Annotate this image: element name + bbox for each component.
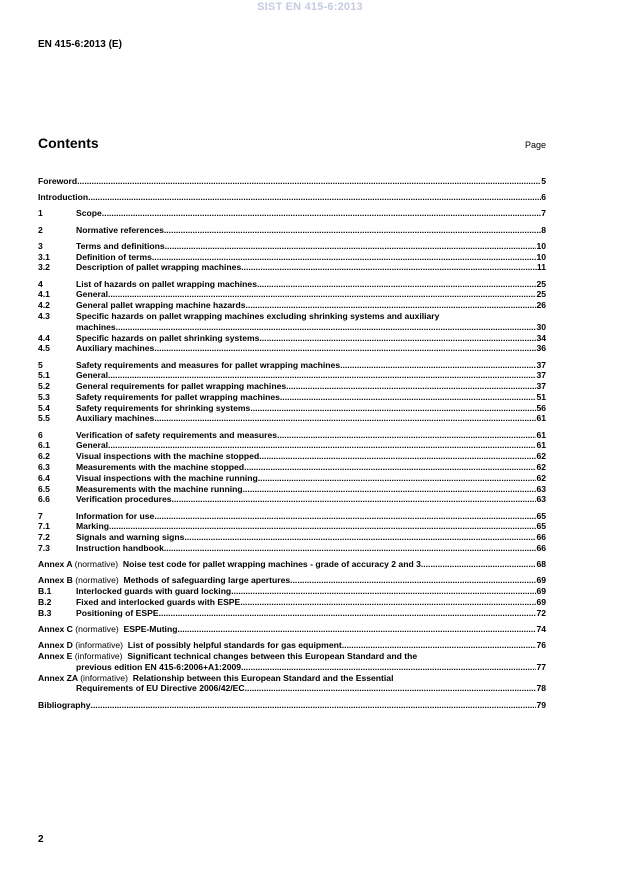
toc-entry-3-2[interactable] [38, 262, 546, 273]
toc-page: 37 [536, 359, 546, 370]
dot-leader [154, 511, 536, 522]
toc-title: Safety requirements and measures for pallet wrapping machines [76, 359, 341, 370]
toc-title: Visual inspections with the machine stopped [76, 451, 260, 462]
toc-page: 66 [536, 543, 546, 554]
dot-leader [340, 360, 536, 371]
table-of-contents [38, 176, 546, 710]
toc-entry-5-4[interactable] [38, 403, 546, 414]
toc-page: 5 [541, 176, 546, 186]
toc-number: 4.5 [38, 343, 50, 354]
toc-entry-5-3[interactable] [38, 392, 546, 403]
toc-title: Instruction handbook [76, 543, 164, 554]
annex-label: Annex ZA [38, 672, 78, 683]
toc-page: 6 [541, 192, 546, 203]
toc-entry-4-3-line2[interactable] [38, 322, 546, 333]
toc-entry-6-6[interactable] [38, 494, 546, 505]
toc-title: Information for use [76, 510, 155, 521]
dot-leader [154, 413, 536, 424]
toc-page: 30 [536, 321, 546, 332]
toc-entry-5-2[interactable] [38, 381, 546, 392]
toc-entry-6-4[interactable] [38, 473, 546, 484]
toc-title [38, 559, 421, 570]
toc-number: 5.4 [38, 402, 50, 413]
toc-entry-bibliography[interactable] [38, 700, 546, 711]
toc-page: 62 [536, 472, 546, 483]
toc-page: 37 [536, 370, 546, 381]
document-id: EN 415-6:2013 (E) [38, 39, 122, 50]
toc-page: 69 [536, 575, 546, 586]
dot-leader [250, 403, 536, 414]
toc-title: General [76, 440, 109, 451]
toc-entry-4-1[interactable] [38, 289, 546, 300]
toc-number: 7 [38, 510, 43, 521]
toc-entry-7[interactable] [38, 511, 546, 522]
toc-number: 5 [38, 359, 43, 370]
page-column-label: Page [524, 140, 546, 150]
toc-number: 6.3 [38, 462, 50, 473]
toc-title: Verification procedures [76, 494, 172, 505]
toc-number: B.3 [38, 607, 52, 618]
annex-tag: (informative) [80, 672, 128, 683]
toc-number: 3 [38, 240, 43, 251]
toc-title: Auxiliary machines [76, 343, 155, 354]
toc-number: 3.1 [38, 251, 50, 262]
dot-leader [290, 575, 536, 586]
toc-title [38, 651, 417, 662]
toc-page: 25 [536, 289, 546, 300]
toc-page: 36 [536, 343, 546, 354]
toc-title: Normative references [76, 224, 164, 235]
annex-label: Annex A [38, 559, 73, 570]
toc-title: Scope [76, 208, 102, 219]
dot-leader [246, 300, 537, 311]
toc-entry-7-2[interactable] [38, 532, 546, 543]
toc-title: List of hazards on pallet wrapping machines [76, 278, 257, 289]
toc-number: 4.3 [38, 310, 50, 321]
toc-title: Verification of safety requirements and measures [76, 429, 278, 440]
dot-leader [91, 700, 537, 711]
dot-leader [109, 521, 536, 532]
dot-leader [177, 624, 536, 635]
dot-leader [184, 532, 536, 543]
dot-leader [280, 392, 537, 403]
dot-leader [259, 333, 536, 344]
toc-page: 68 [536, 559, 546, 570]
dot-leader [243, 484, 537, 495]
toc-number: 5.3 [38, 391, 50, 402]
annex-tag: (normative) [75, 623, 119, 634]
toc-title: Signals and warning signs [76, 532, 185, 543]
toc-page: 56 [536, 402, 546, 413]
toc-title: Visual inspections with the machine running [76, 472, 258, 483]
toc-page: 8 [541, 224, 546, 235]
toc-page: 62 [536, 451, 546, 462]
toc-page: 10 [536, 240, 546, 251]
toc-title: Definition of terms [76, 251, 152, 262]
toc-page: 61 [536, 440, 546, 451]
toc-page: 69 [536, 586, 546, 597]
toc-entry-3[interactable] [38, 241, 546, 252]
toc-entry-annex-e-line1[interactable] [38, 651, 546, 662]
toc-page: 63 [536, 483, 546, 494]
toc-title: Specific hazards on pallet wrapping machines excluding shrinking systems and auxiliary [76, 310, 440, 321]
dot-leader [108, 370, 536, 381]
toc-entry-foreword[interactable] [38, 176, 546, 187]
toc-entry-5[interactable] [38, 360, 546, 371]
toc-title-continued: previous edition EN 415-6:2006+A1:2009 [76, 661, 242, 672]
annex-label: Annex C [38, 623, 73, 634]
annex-tag: (informative) [75, 640, 124, 651]
toc-entry-5-1[interactable] [38, 370, 546, 381]
dot-leader [244, 462, 536, 473]
toc-page: 34 [536, 332, 546, 343]
toc-page: 77 [536, 661, 546, 672]
toc-title-continued: Requirements of EU Directive 2006/42/EC [76, 683, 245, 694]
toc-number: 7.1 [38, 521, 50, 532]
dot-leader [102, 208, 541, 219]
dot-leader [154, 343, 536, 354]
annex-title: Noise test code for pallet wrapping machines - grade of accuracy 2 and 3 [122, 559, 421, 570]
toc-page: 74 [536, 623, 546, 634]
dot-leader [259, 451, 536, 462]
toc-number: 6.4 [38, 472, 50, 483]
annex-title: ESPE-Muting [123, 623, 178, 634]
annex-tag: (informative) [74, 650, 123, 661]
toc-title: Terms and definitions [76, 240, 165, 251]
dot-leader [108, 289, 536, 300]
toc-entry-4-2[interactable] [38, 300, 546, 311]
toc-page: 11 [536, 262, 546, 273]
toc-entry-annex-za-line1[interactable] [38, 673, 546, 684]
toc-entry-b-2[interactable] [38, 597, 546, 608]
toc-number: 6.1 [38, 440, 50, 451]
dot-leader [164, 543, 537, 554]
toc-entry-5-5[interactable] [38, 413, 546, 424]
toc-title: Fixed and interlocked guards with ESPE [76, 597, 241, 607]
toc-number: 6 [38, 429, 43, 440]
toc-number: 2 [38, 224, 43, 235]
toc-number: 6.2 [38, 451, 50, 462]
annex-label: Annex B [38, 575, 73, 586]
toc-number: B.2 [38, 597, 52, 607]
toc-entry-6-2[interactable] [38, 451, 546, 462]
dot-leader [165, 241, 537, 252]
toc-page: 51 [536, 391, 546, 402]
toc-page: 25 [536, 278, 546, 289]
toc-page: 79 [536, 699, 546, 710]
annex-title: Methods of safeguarding large apertures [123, 575, 291, 586]
dot-leader [172, 494, 537, 505]
toc-title: Safety requirements for shrinking systems [76, 402, 251, 413]
toc-title: General [76, 370, 109, 381]
annex-title: Significant technical changes between this European Standard and the [127, 650, 418, 661]
toc-entry-annex-b[interactable] [38, 575, 546, 586]
dot-leader [240, 597, 536, 608]
toc-page: 78 [536, 683, 546, 694]
annex-tag: (normative) [74, 559, 119, 570]
annex-label: Annex E [38, 650, 73, 661]
toc-entry-6-1[interactable] [38, 440, 546, 451]
toc-number: 5.2 [38, 381, 50, 392]
toc-entry-b-1[interactable] [38, 586, 546, 597]
toc-number: 5.1 [38, 370, 50, 381]
toc-number: 6.5 [38, 483, 50, 494]
toc-entry-annex-e-line2[interactable] [38, 662, 546, 673]
toc-entry-2[interactable] [38, 225, 546, 236]
toc-entry-4-3-line1[interactable] [38, 311, 546, 322]
toc-number: 1 [38, 208, 43, 219]
toc-number: 4.2 [38, 300, 50, 311]
contents-title: Contents [38, 135, 99, 151]
dot-leader [108, 440, 536, 451]
dot-leader [342, 640, 537, 651]
watermark: SIST EN 415-6:2013 [257, 1, 363, 13]
toc-title: Measurements with the machine running [76, 483, 243, 494]
dot-leader [421, 559, 537, 570]
toc-title [38, 673, 393, 684]
toc-number: 4.4 [38, 332, 50, 343]
dot-leader [231, 586, 536, 597]
annex-label: Annex D [38, 640, 73, 651]
toc-entry-annex-a[interactable] [38, 559, 546, 570]
toc-title: Foreword [38, 176, 78, 186]
toc-page: 62 [536, 462, 546, 473]
dot-leader [152, 252, 537, 263]
toc-title: Specific hazards on pallet shrinking systems [76, 332, 260, 343]
toc-page: 63 [536, 494, 546, 505]
toc-title: General [76, 289, 109, 300]
toc-number: 4.1 [38, 289, 50, 300]
toc-number: 7.3 [38, 543, 50, 554]
toc-title: Description of pallet wrapping machines [76, 262, 242, 273]
toc-title: Measurements with the machine stopped [76, 462, 245, 473]
dot-leader [258, 473, 537, 484]
toc-page: 37 [536, 381, 546, 392]
toc-page: 65 [536, 510, 546, 521]
toc-page: 69 [536, 597, 546, 607]
toc-entry-6-5[interactable] [38, 484, 546, 495]
toc-number: 7.2 [38, 532, 50, 543]
toc-number: 5.5 [38, 413, 50, 424]
annex-title: Relationship between this European Standard and the Essential [132, 672, 394, 683]
dot-leader [241, 262, 537, 273]
annex-title: List of possibly helpful standards for gas equipment [127, 640, 342, 651]
dot-leader [77, 176, 541, 187]
toc-number: 3.2 [38, 262, 50, 273]
toc-entry-4[interactable] [38, 279, 546, 290]
toc-title: Safety requirements for pallet wrapping machines [76, 391, 280, 402]
toc-page: 26 [536, 300, 546, 311]
toc-page: 7 [541, 208, 546, 219]
toc-page: 10 [536, 251, 546, 262]
toc-number: 4 [38, 278, 43, 289]
dot-leader [116, 322, 537, 333]
toc-entry-6[interactable] [38, 430, 546, 441]
toc-entry-b-3[interactable] [38, 608, 546, 619]
dot-leader [88, 192, 541, 203]
toc-title: General requirements for pallet wrapping machines [76, 381, 287, 392]
page-number: 2 [38, 834, 44, 845]
toc-number: B.1 [38, 586, 52, 597]
dot-leader [277, 430, 536, 441]
dot-leader [241, 662, 536, 673]
annex-tag: (normative) [75, 575, 119, 586]
toc-title: Auxiliary machines [76, 413, 155, 424]
toc-entry-annex-c[interactable] [38, 624, 546, 635]
toc-entry-4-5[interactable] [38, 343, 546, 354]
dot-leader [164, 225, 541, 236]
toc-page: 61 [536, 429, 546, 440]
toc-entry-3-1[interactable] [38, 252, 546, 263]
toc-title: Bibliography [38, 699, 91, 710]
toc-title-continued: machines [76, 321, 116, 332]
toc-title: Introduction [38, 192, 89, 203]
dot-leader [245, 683, 537, 694]
toc-page: 61 [536, 413, 546, 424]
toc-entry-7-1[interactable] [38, 521, 546, 532]
toc-page: 72 [536, 607, 546, 618]
dot-leader [159, 608, 537, 619]
toc-entry-6-3[interactable] [38, 462, 546, 473]
toc-page: 66 [536, 532, 546, 543]
toc-entry-7-3[interactable] [38, 543, 546, 554]
dot-leader [286, 381, 536, 392]
toc-title: General pallet wrapping machine hazards [76, 300, 246, 311]
toc-entry-1[interactable] [38, 208, 546, 219]
toc-entry-annex-za-line2[interactable] [38, 683, 546, 694]
toc-number: 6.6 [38, 494, 50, 505]
toc-entry-introduction[interactable] [38, 192, 546, 203]
toc-title: Interlocked guards with guard locking [76, 586, 232, 597]
toc-title: Positioning of ESPE [76, 607, 159, 618]
toc-title [38, 640, 342, 651]
toc-entry-4-4[interactable] [38, 333, 546, 344]
toc-title [38, 624, 177, 635]
toc-title [38, 575, 290, 586]
toc-page: 76 [536, 640, 546, 651]
dot-leader [257, 279, 536, 290]
toc-title: Marking [76, 521, 109, 532]
toc-entry-annex-d[interactable] [38, 640, 546, 651]
toc-page: 65 [536, 521, 546, 532]
